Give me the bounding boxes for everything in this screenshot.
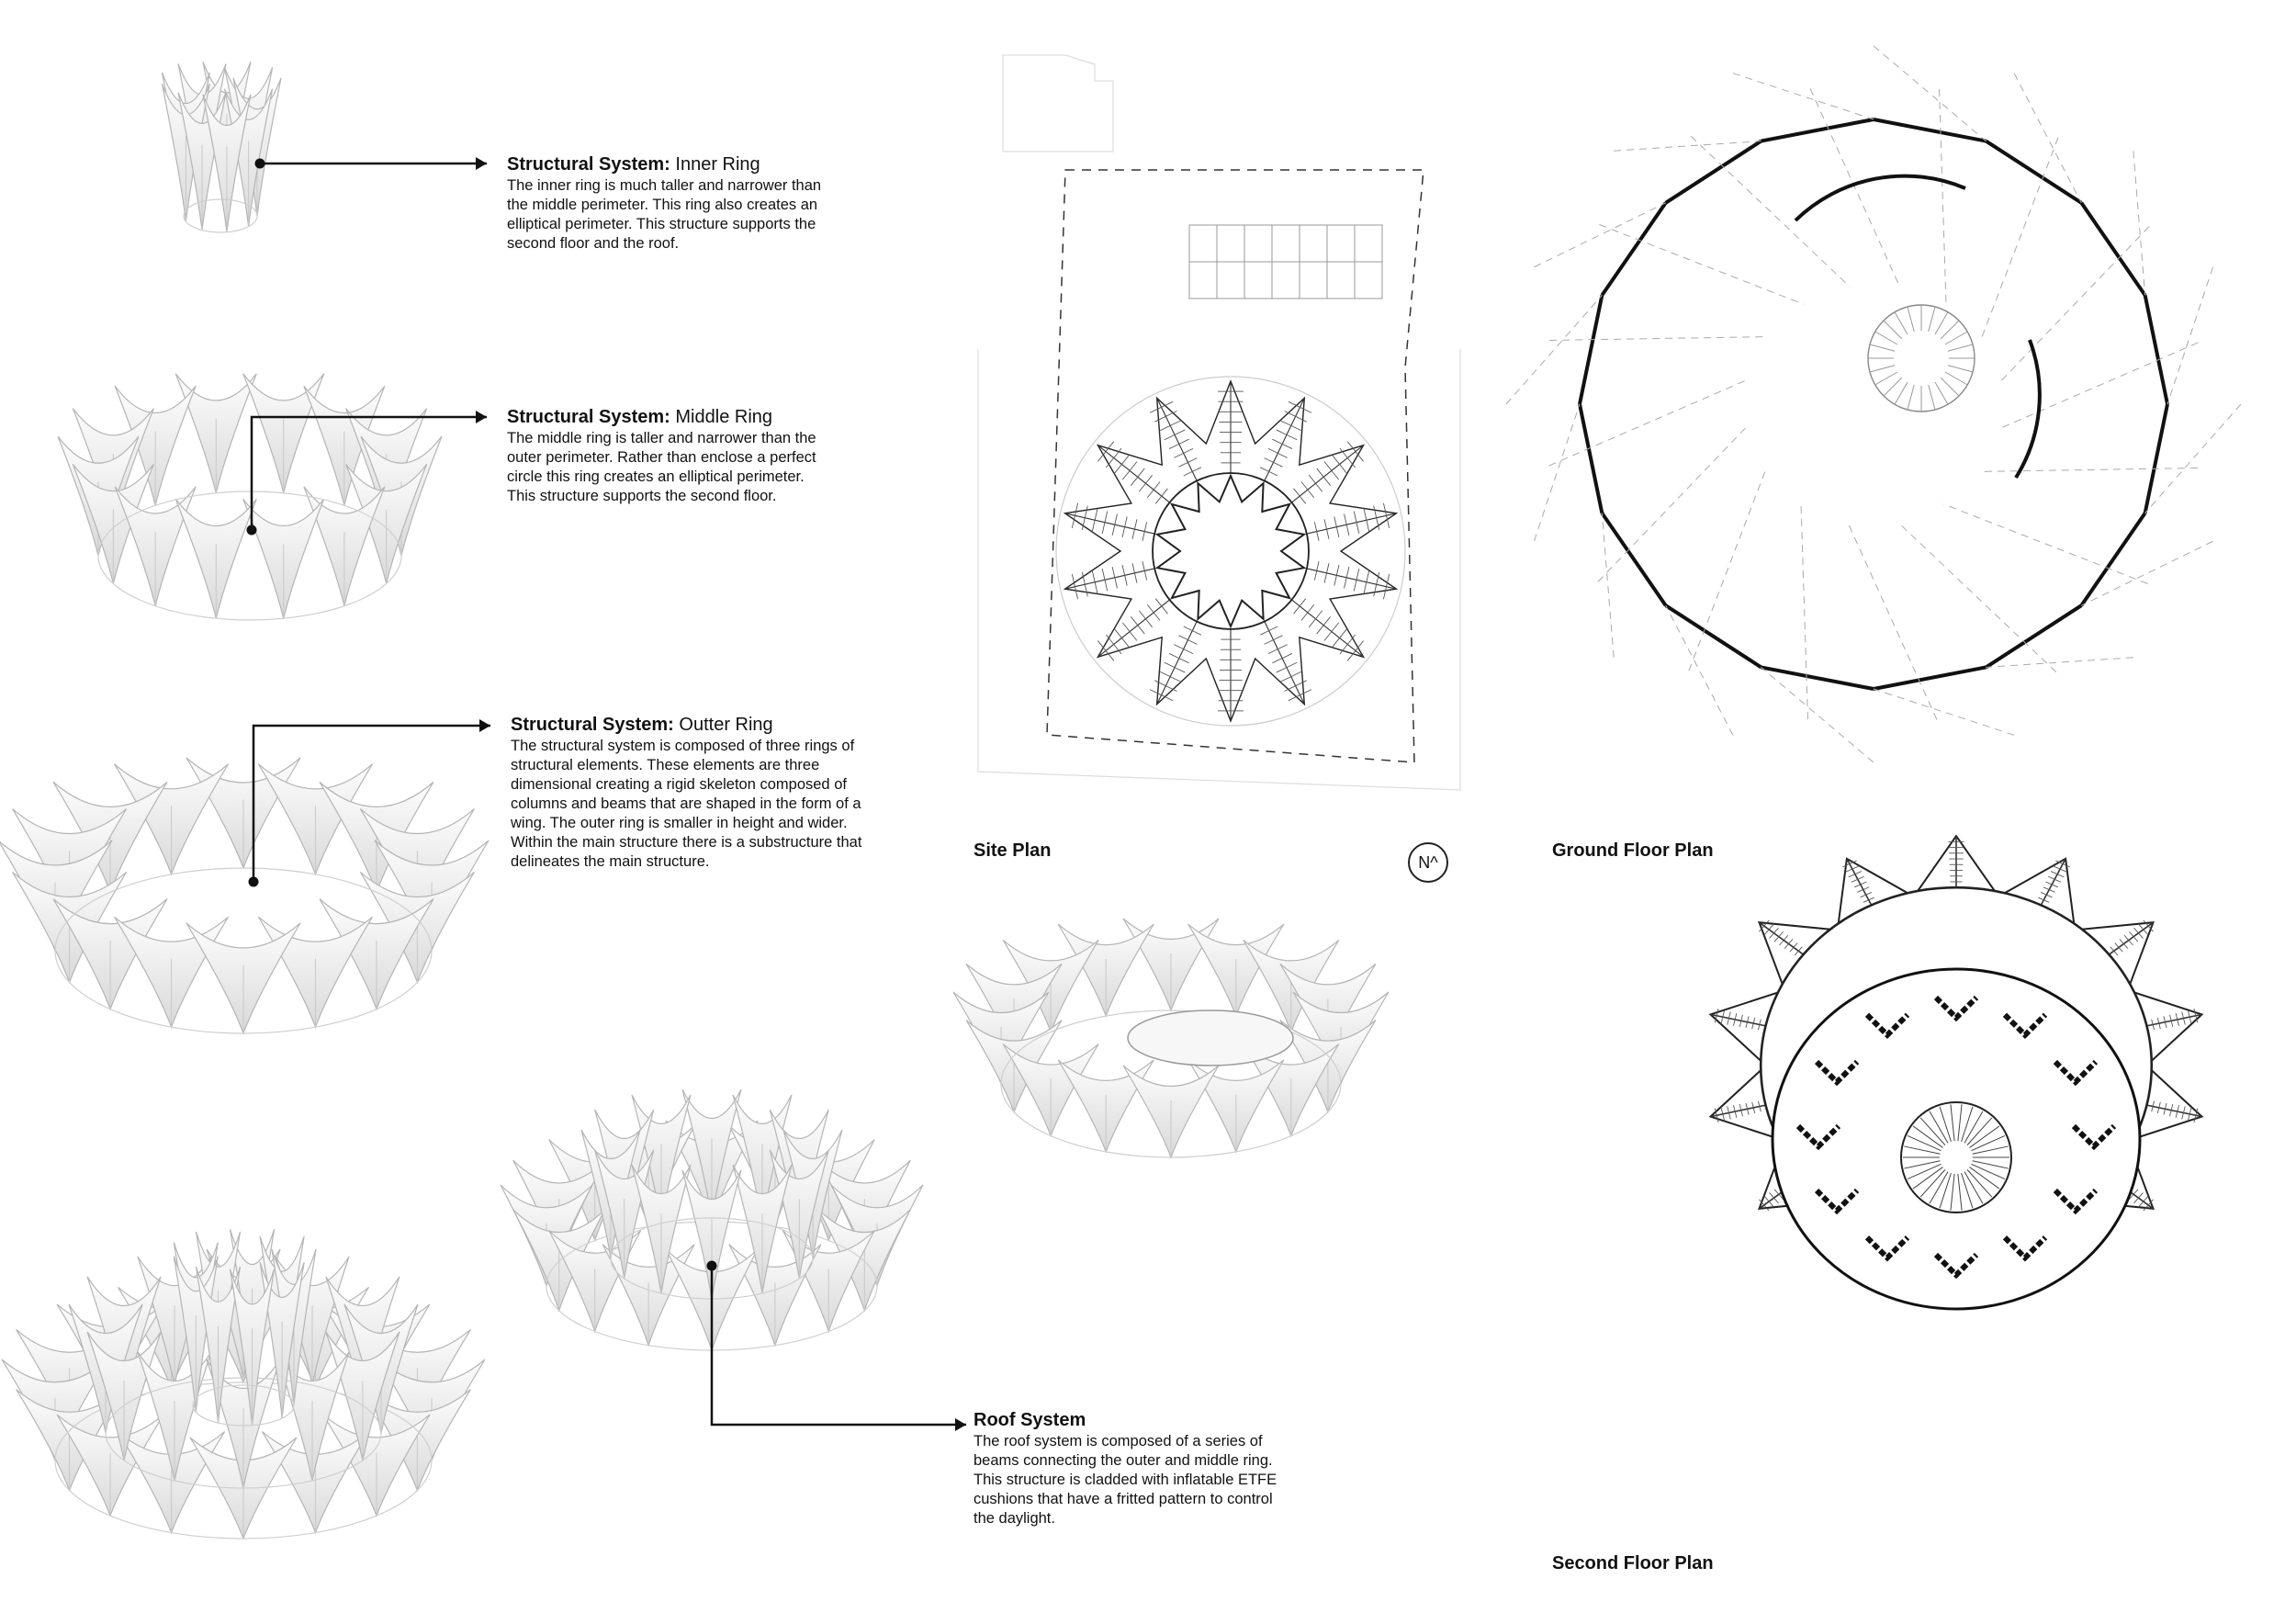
ground-inner-wall: [2016, 340, 2040, 478]
inner-ring-heading-bold: Structural System:: [507, 154, 670, 175]
outer-ring-heading-rest: Outter Ring: [673, 715, 773, 735]
parking-stall: [1244, 225, 1272, 262]
parking-stall: [1355, 225, 1382, 262]
parking-stall: [1300, 262, 1327, 299]
ground-stair-tread: [1945, 332, 1967, 344]
ground-outer-wall: [2145, 404, 2167, 513]
north-arrow-icon: N^: [1408, 842, 1448, 883]
ground-dashed-grid: [1801, 502, 1808, 719]
ground-stair-tread: [1929, 385, 1935, 410]
ground-dashed-grid: [1691, 136, 1850, 287]
ground-stair-tread: [1948, 366, 1973, 372]
ground-dashed-grid: [1980, 468, 2198, 472]
ground-outer-wall: [1986, 605, 2081, 667]
ground-dashed-grid: [2000, 227, 2149, 382]
ground-dashed-star: [1986, 658, 2133, 668]
roof-top-opening: [1128, 1010, 1293, 1066]
ground-dashed-star: [2167, 267, 2213, 404]
ground-dashed-grid: [1689, 469, 1766, 671]
ground-outer-wall: [2081, 513, 2144, 606]
roof-leader-dot: [707, 1261, 717, 1271]
combined-structure-model: [2, 1229, 485, 1539]
ground-outer-wall: [1874, 667, 1986, 689]
outer-ring-note: [511, 714, 869, 872]
inner-ring-leader-arrowhead: [476, 157, 487, 170]
parking-stall: [1327, 225, 1355, 262]
ground-dashed-grid: [1847, 521, 1937, 719]
ground-dashed-grid: [1598, 426, 1747, 581]
parking-stall: [1189, 262, 1217, 299]
second-floor-plan-caption: Second Floor Plan: [1552, 1553, 1714, 1573]
second-floor-plan-drawing: [1710, 836, 2201, 1309]
middle-ring-leader-arrowhead: [476, 411, 487, 423]
middle-ring-model: [58, 374, 442, 620]
ground-stair-tread: [1948, 344, 1973, 351]
inner-base: [184, 199, 257, 232]
outer-ring-leader-dot: [249, 877, 259, 887]
roof-system-heading: [974, 1409, 1304, 1431]
inner-ring-heading: [507, 153, 856, 175]
inner-ring-heading-rest: Inner Ring: [670, 154, 760, 175]
ground-dashed-grid: [1599, 224, 1803, 304]
roof-axonometric-model: [953, 919, 1389, 1157]
ground-outer-wall: [1666, 141, 1761, 203]
outer-ring-heading: [511, 714, 869, 736]
ground-outer-wall: [1666, 605, 1761, 667]
parking-stall: [1217, 262, 1244, 299]
ground-outer-wall: [1761, 119, 1874, 141]
middle-ring-body: The middle ring is taller and narrower than the outer perimeter. Rather than enclose a perfect circle this ring creates an elliptical perimeter. This structure supports the second floor.: [507, 430, 816, 504]
middle-ring-leader-dot: [247, 525, 257, 536]
parking-stall: [1355, 262, 1382, 299]
ground-stair-tread: [1929, 307, 1935, 332]
ground-inner-wall: [1795, 176, 1965, 220]
ground-stair-tread: [1875, 372, 1897, 385]
inner-ring-body: The inner ring is much taller and narrower than the middle perimeter. This ring also creates an elliptical perimeter. This structure supports the second floor and the roof.: [507, 177, 822, 252]
ground-outer-wall: [2145, 295, 2167, 404]
ground-dashed-star: [1874, 689, 2014, 735]
parking-stall: [1272, 225, 1300, 262]
parking-stall: [1272, 262, 1300, 299]
middle-ring-heading: [507, 406, 856, 428]
ground-stair-tread: [1895, 312, 1908, 334]
ground-stair-tread: [1935, 382, 1948, 404]
ground-dashed-grid: [1981, 138, 2058, 339]
ground-dashed-star: [1506, 295, 1602, 404]
parking-stall: [1189, 225, 1217, 262]
ground-floor-plan-caption: Ground Floor Plan: [1552, 840, 1714, 861]
ground-outer-wall: [1761, 667, 1874, 689]
ground-dashed-star: [2145, 404, 2241, 513]
ground-stair-tread: [1884, 378, 1902, 396]
ground-dashed-star: [1761, 667, 1874, 762]
ground-dashed-star: [1614, 141, 1761, 152]
parking-stall: [1217, 225, 1244, 262]
inner-ring-note: [507, 153, 856, 254]
ground-stair-tread: [1941, 321, 1959, 339]
site-plan-drawing: [978, 55, 1460, 790]
ground-dashed-grid: [1549, 337, 1767, 341]
ground-dashed-star: [2133, 151, 2145, 295]
middle-ring-heading-rest: Middle Ring: [670, 407, 773, 427]
site-boundary: [1003, 55, 1113, 152]
site-roof-court: [1153, 473, 1309, 629]
ground-stair-tread: [1884, 321, 1902, 339]
parking-stall: [1300, 225, 1327, 262]
ground-stair-tread: [1908, 307, 1914, 332]
ground-dashed-star: [1874, 46, 1986, 141]
ground-dashed-star: [1534, 404, 1580, 541]
ground-dashed-grid: [1999, 343, 2198, 429]
parking-stall: [1244, 262, 1272, 299]
ground-outer-wall: [1580, 295, 1602, 404]
ground-dashed-grid: [1897, 522, 2056, 672]
roof-leader-arrowhead: [955, 1418, 966, 1431]
inner-ring-model: [162, 62, 281, 232]
ground-outer-wall: [2081, 203, 2144, 296]
site-plan-caption: Site Plan: [974, 840, 1052, 861]
ground-stair-tread: [1935, 312, 1948, 334]
ground-outer-wall: [1580, 404, 1602, 513]
ground-stair-tread: [1908, 385, 1914, 410]
roof-system-body: The roof system is composed of a series of beams connecting the outer and middle ring. This structure is cladded with inflatable ETFE cushions that have a fritted pattern to control the daylight.: [974, 1433, 1277, 1527]
middle-ring-note: [507, 406, 856, 506]
ground-dashed-star: [1733, 73, 1874, 119]
middle-ring-heading-bold: Structural System:: [507, 407, 670, 427]
outer-ring-body: The structural system is composed of three rings of structural elements. These elements are three dimensional creating a rigid skeleton composed of columns and beams that are shaped in the form of a wing. The outer ring is smaller in height and wider. Within the main structure there is a substructure that delineates the main structure.: [511, 738, 862, 870]
ground-outer-wall: [1602, 203, 1665, 296]
roof-system-heading-bold: Roof System: [974, 1410, 1086, 1430]
ground-stair-tread: [1870, 344, 1895, 351]
roof-system-note: [974, 1409, 1304, 1528]
ground-dashed-star: [1602, 513, 1614, 658]
ground-outer-wall: [1986, 141, 2081, 203]
inner-ring-leader-dot: [255, 159, 265, 169]
outer-ring-model: [0, 758, 489, 1033]
ground-stair-tread: [1870, 366, 1895, 372]
ground-floor-plan-drawing: [1506, 46, 2241, 762]
ground-dashed-grid: [1549, 379, 1748, 466]
ground-dashed-star: [2014, 73, 2081, 203]
ground-outer-wall: [1602, 513, 1665, 606]
ground-dashed-grid: [1940, 89, 1947, 306]
ground-dashed-grid: [1810, 88, 1900, 287]
outer-ring-leader-arrowhead: [479, 719, 490, 732]
outer-ring-heading-bold: Structural System:: [511, 715, 674, 735]
ground-outer-wall: [1874, 119, 1986, 141]
ground-stair-tread: [1875, 332, 1897, 344]
ground-dashed-star: [1666, 605, 1733, 735]
ground-dashed-grid: [1944, 504, 2148, 584]
ground-dashed-star: [1534, 203, 1665, 267]
ground-stair-tread: [1941, 378, 1959, 396]
ground-stair-tread: [1945, 372, 1967, 385]
ground-stair-tread: [1895, 382, 1908, 404]
parking-stall: [1327, 262, 1355, 299]
ground-dashed-star: [2081, 541, 2212, 605]
